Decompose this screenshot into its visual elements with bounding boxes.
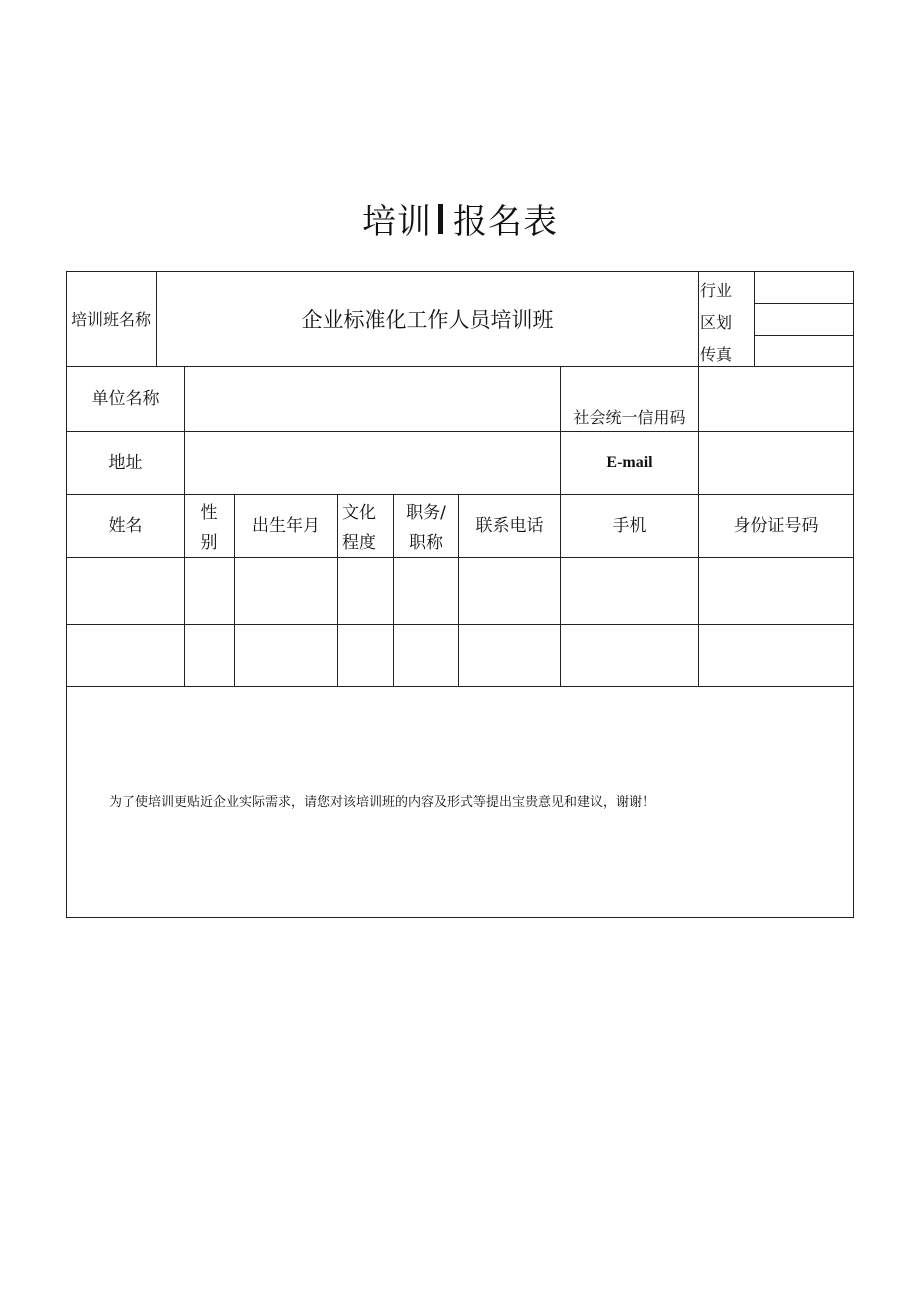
company-name-label: 单位名称 bbox=[91, 389, 160, 409]
header-birth-date: 出生年月 bbox=[252, 516, 320, 536]
form-title bbox=[0, 194, 920, 243]
attendee-cell[interactable] bbox=[561, 625, 698, 686]
email-input[interactable] bbox=[699, 432, 853, 494]
credit-code-label: 社会统一信用码 bbox=[573, 408, 686, 427]
header-mobile: 手机 bbox=[612, 516, 647, 536]
region-label: 区划 bbox=[700, 313, 733, 332]
course-name-label: 培训班名称 bbox=[70, 310, 151, 329]
attendee-cell[interactable] bbox=[235, 558, 337, 624]
address-input[interactable] bbox=[185, 432, 560, 494]
title-part-2: 报名表 bbox=[453, 202, 558, 242]
fax-input[interactable] bbox=[755, 336, 853, 366]
title-part-1: 培训 bbox=[362, 202, 432, 242]
email-label: E-mail bbox=[606, 454, 653, 471]
attendee-cell[interactable] bbox=[699, 625, 853, 686]
header-title: 职务/职称 bbox=[406, 503, 446, 553]
attendee-cell[interactable] bbox=[185, 625, 234, 686]
feedback-note: 为了使培训更贴近企业实际需求，请您对该培训班的内容及形式等提出宝贵意见和建议，谢谢！ bbox=[109, 795, 656, 810]
attendee-cell[interactable] bbox=[394, 625, 458, 686]
credit-code-input[interactable] bbox=[699, 367, 853, 431]
header-gender: 性别 bbox=[200, 503, 218, 553]
table-border-right bbox=[853, 271, 854, 918]
table-border-top bbox=[66, 271, 854, 272]
industry-input[interactable] bbox=[755, 272, 853, 303]
title-separator-bar bbox=[438, 204, 443, 234]
attendee-cell[interactable] bbox=[394, 558, 458, 624]
header-name: 姓名 bbox=[108, 516, 143, 536]
attendee-cell[interactable] bbox=[235, 625, 337, 686]
attendee-cell[interactable] bbox=[561, 558, 698, 624]
attendee-cell[interactable] bbox=[459, 625, 560, 686]
attendee-cell[interactable] bbox=[699, 558, 853, 624]
course-name-value: 企业标准化工作人员培训班 bbox=[301, 308, 554, 332]
region-input[interactable] bbox=[755, 304, 853, 335]
attendee-cell[interactable] bbox=[459, 558, 560, 624]
attendee-cell[interactable] bbox=[338, 558, 393, 624]
header-id-number: 身份证号码 bbox=[733, 516, 819, 536]
header-phone: 联系电话 bbox=[475, 516, 544, 536]
attendee-cell[interactable] bbox=[185, 558, 234, 624]
attendee-cell[interactable] bbox=[67, 558, 184, 624]
fax-label: 传真 bbox=[700, 345, 733, 364]
address-label: 地址 bbox=[108, 453, 143, 473]
attendee-cell[interactable] bbox=[338, 625, 393, 686]
attendee-cell[interactable] bbox=[67, 625, 184, 686]
header-education: 文化程度 bbox=[342, 503, 376, 553]
company-name-input[interactable] bbox=[185, 367, 560, 431]
table-border-bottom bbox=[66, 917, 854, 918]
feedback-area[interactable] bbox=[67, 687, 853, 917]
industry-label: 行业 bbox=[700, 281, 733, 300]
